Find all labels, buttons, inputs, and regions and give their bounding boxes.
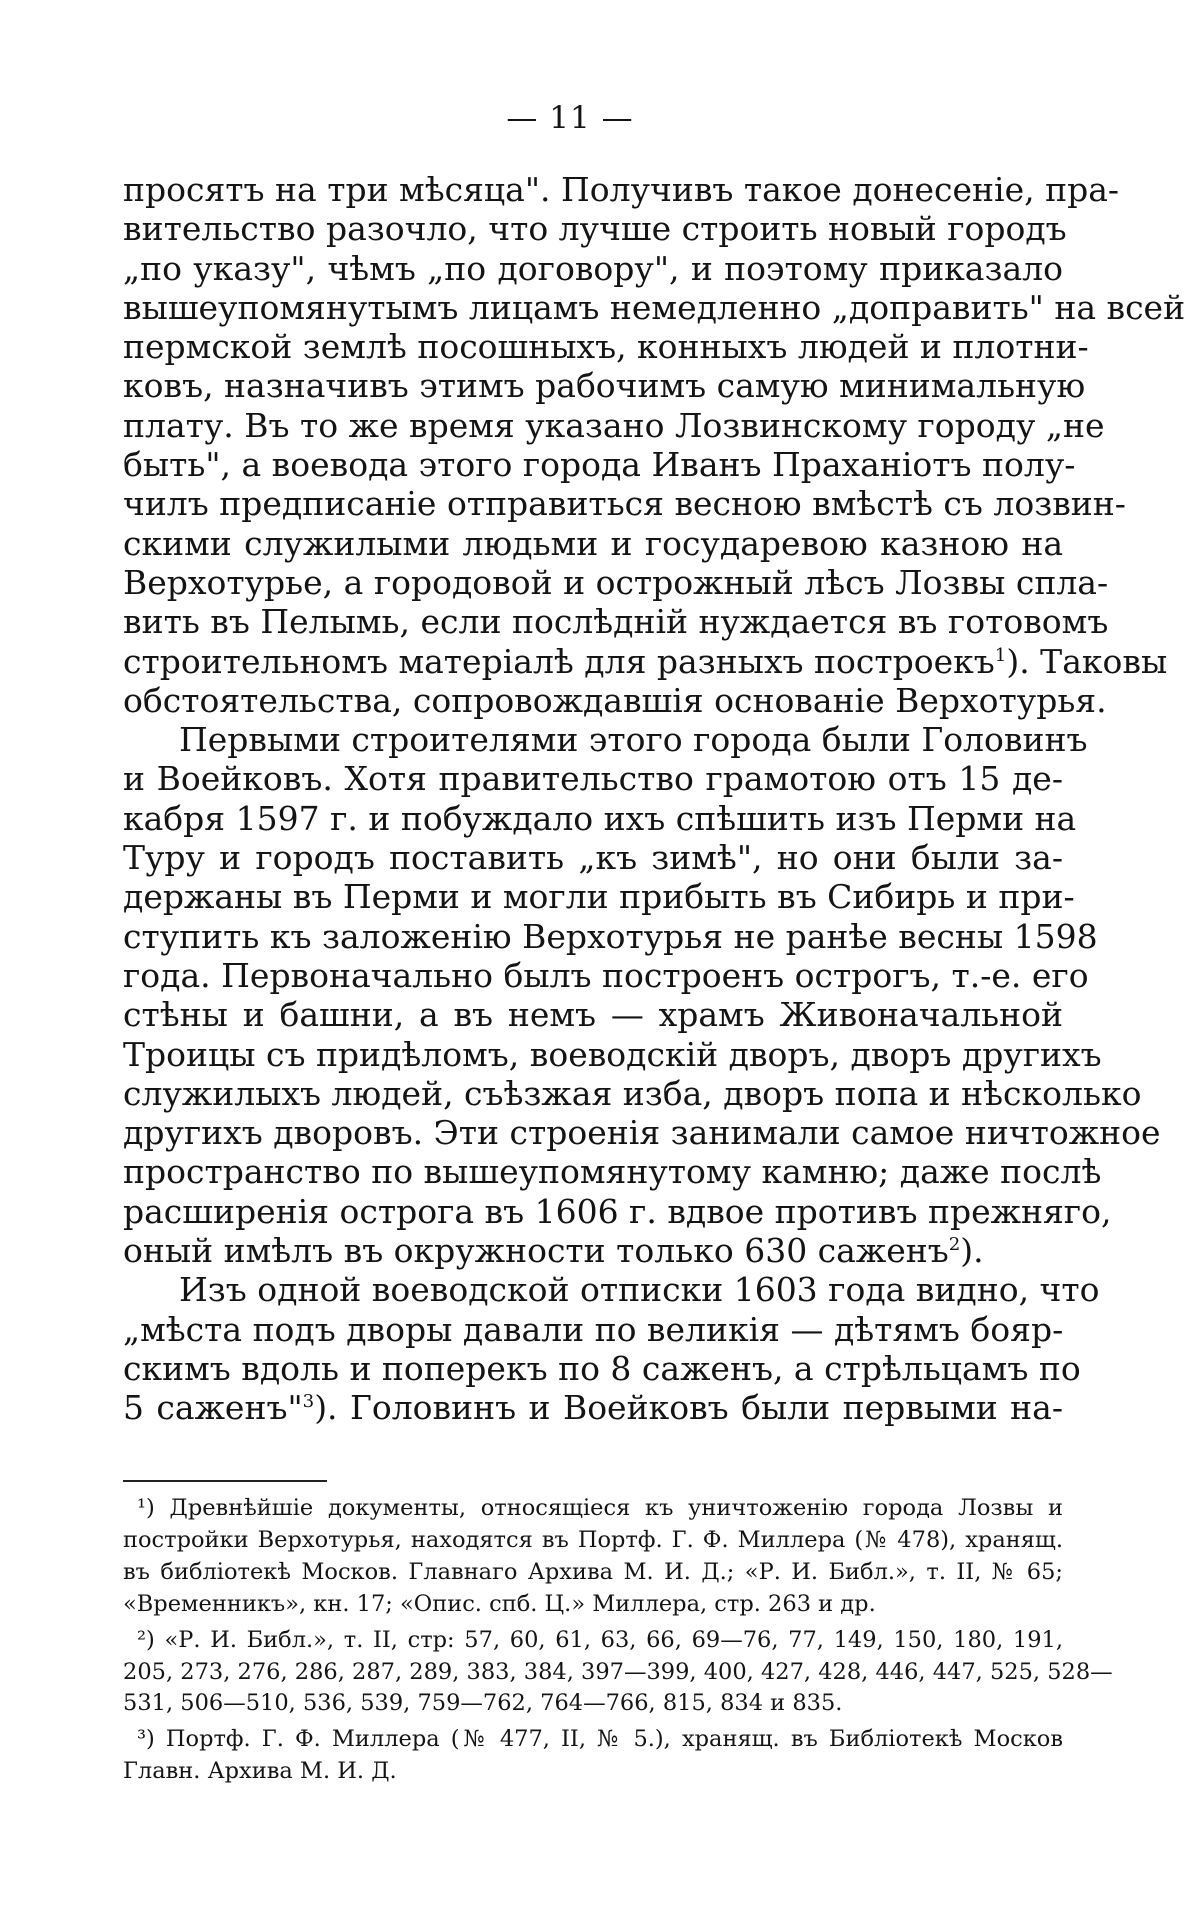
page-number: — 11 — [506,100,634,136]
text-line: ступить къ заложенію Верхотурья не ранѣе весны 1598 [123,916,1098,956]
text-line: Первыми строителями этого города были Головинъ [179,720,1088,760]
text-line: стѣны и башни, а въ немъ — храмъ Живоначальной [123,995,1063,1035]
text-line: служилыхъ людей, съѣзжая изба, дворъ попа и нѣсколько [123,1073,1142,1113]
footnote [123,1724,1063,1788]
footnote-line: «Временникъ», кн. 17; «Опис. спб. Ц.» Миллера, стр. 263 и др. [123,1590,876,1617]
text-line: пространство по вышеупомянутому камню; даже послѣ [123,1152,1102,1192]
text-line: кабря 1597 г. и побуждало ихъ спѣшить изъ Перми на [123,798,1077,838]
footnote-marker: 2 [948,1234,961,1256]
text-line: скимъ вдоль и поперекъ по 8 саженъ, а стрѣльцамъ по [123,1348,1081,1388]
text-line: „по указу", чѣмъ „по договору", и поэтому приказало [123,248,1063,288]
footnote-marker: 1 [994,644,1007,666]
footnote [123,1625,1113,1721]
text-line: держаны въ Перми и могли прибыть въ Сибирь и при- [123,877,1075,917]
footnote-divider [123,1480,327,1482]
text-line: плату. Въ то же время указано Лозвинскому городу „не [123,405,1105,445]
text-line: 5 саженъ"$^3$). Головинъ и Воейковъ были первыми на- [123,1388,1063,1428]
text-line: расширенія острога въ 1606 г. вдвое противъ прежняго, [123,1191,1112,1231]
footnote-line: 205, 273, 276, 286, 287, 289, 383, 384, 397—399, 400, 427, 428, 446, 447, 525, 528— [123,1658,1113,1685]
text-line: вительство разочло, что лучше строить новый городъ [123,209,1067,249]
footnotes [123,1493,1113,1788]
text-line: пермской землѣ посошныхъ, конныхъ людей и плотни- [123,327,1089,367]
footnote-line: ²) «Р. И. Библ.», т. II, стр: 57, 60, 61, 63, 66, 69—76, 77, 149, 150, 180, 191, [137,1626,1063,1653]
text-line: оный имѣлъ въ окружности только 630 саженъ$^2$). [123,1231,984,1271]
text-line: ковъ, назначивъ этимъ рабочимъ самую минимальную [123,366,1086,406]
text-line: года. Первоначально былъ построенъ острогъ, т.-е. его [123,955,1089,995]
footnote-line: Главн. Архива М. И. Д. [123,1758,397,1785]
text-line: обстоятельства, сопровождавшія основаніе Верхотурья. [123,680,1107,720]
text-line: Изъ одной воеводской отписки 1603 года видно, что [179,1270,1100,1310]
footnote-line: ¹) Древнѣйшіе документы, относящіеся къ уничтоженію города Лозвы и [137,1495,1063,1521]
footnote-line: въ библіотекѣ Москов. Главнаго Архива М. И. Д.; «Р. И. Библ.», т. II, № 65; [123,1558,1063,1585]
footnote-line: ³) Портф. Г. Ф. Миллера (№ 477, II, № 5.), хранящ. въ Библіотекѣ Москов [137,1726,1063,1753]
footnote-marker: 3 [302,1391,315,1413]
text-line: другихъ дворовъ. Эти строенія занимали самое ничтожное [123,1113,1161,1153]
footnote [123,1493,1063,1621]
text-line: строительномъ матеріалѣ для разныхъ построекъ$^1$). Таковы [123,641,1168,681]
text-line: и Воейковъ. Хотя правительство грамотою отъ 15 де- [123,759,1063,799]
main-text [123,170,1185,1428]
text-line: вить въ Пелымь, если послѣдній нуждается въ готовомъ [123,602,1109,642]
text-line: „мѣста подъ дворы давали по великія — дѣтямъ бояр- [123,1309,1064,1349]
text-line: чилъ предписаніе отправиться весною вмѣстѣ съ лозвин- [123,484,1126,524]
text-line: просятъ на три мѣсяца". Получивъ такое донесеніе, пра- [123,170,1120,209]
footnote-line: постройки Верхотурья, находятся въ Портф. Г. Ф. Миллера (№ 478), хранящ. [123,1526,1063,1553]
text-line: Верхотурье, а городовой и острожный лѣсъ Лозвы спла- [123,562,1109,602]
footnote-line: 531, 506—510, 536, 539, 759—762, 764—766, 815, 834 и 835. [123,1690,843,1717]
text-line: Туру и городъ поставить „къ зимѣ", но они были за- [123,838,1063,878]
text-line: вышеупомянутымъ лицамъ немедленно „доправить" на всей [123,287,1185,327]
text-line: быть", а воевода этого города Иванъ Праханіотъ полу- [123,445,1076,485]
text-line: Троицы съ придѣломъ, воеводскій дворъ, дворъ другихъ [123,1034,1102,1074]
text-line: скими служилыми людьми и государевою казною на [123,523,1063,563]
